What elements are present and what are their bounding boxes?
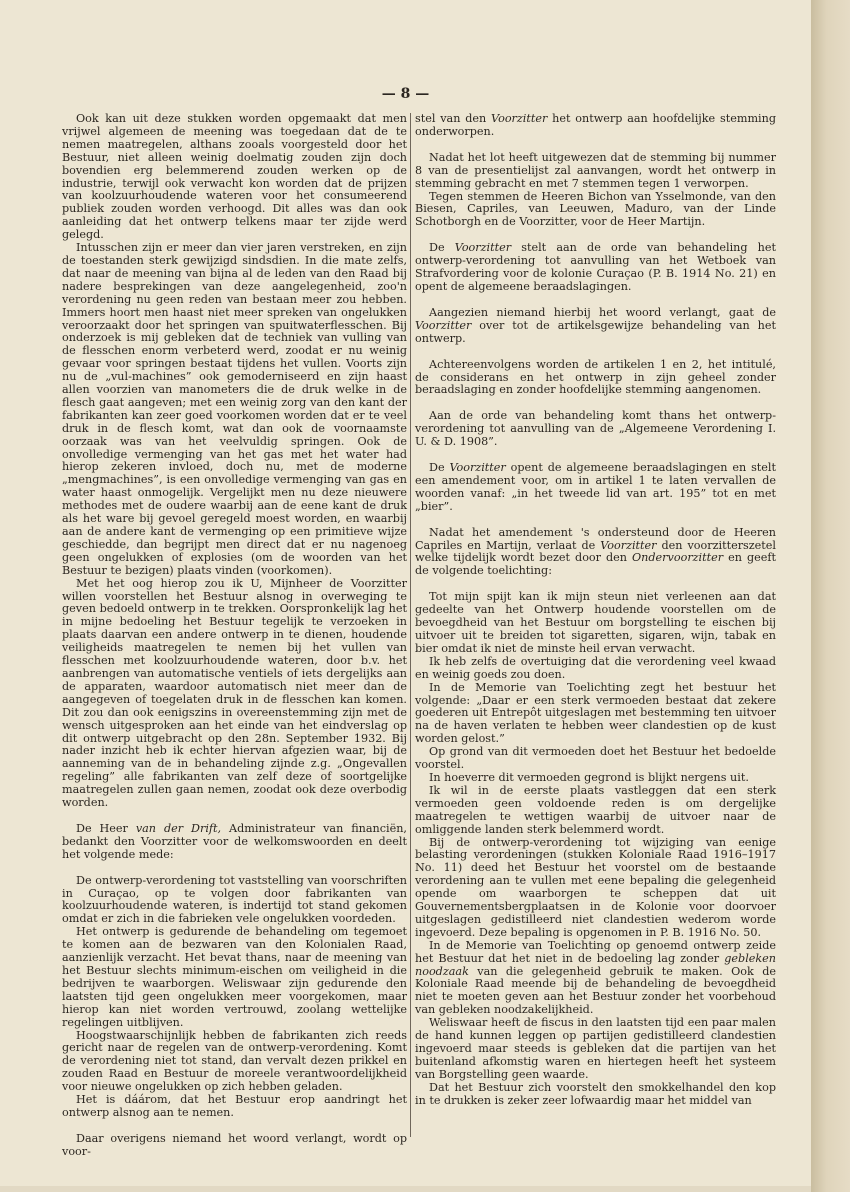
paragraph: In hoeverre dit vermoeden gegrond is blijkt nergens uit.	[429, 770, 749, 784]
paragraph: Daar overigens niemand het woord verlangt, wordt op voor-	[62, 1131, 407, 1158]
text: De Heer	[76, 821, 136, 835]
text: het ontwerp aan hoofdelijke stemming onderworpen.	[415, 112, 776, 138]
emphasis: gebleken noodzaak	[415, 951, 776, 978]
paragraph: Intusschen zijn er meer dan vier jaren verstreken, en zijn de toestanden sterk gewijzigd sindsdien. In die mate zelfs, dat naar de meening van bijna al de leden van den Raad bij nadere besprekingen van deze aangelegenheid, zoo'n verordening nu geen reden van bestaan meer zou hebben. Immers hoort men haast niet meer spreken van ongelukken veroorzaakt door het springen van spuitwaterflesschen. Bij onderzoek is mij gebleken dat de techniek van vulling van de flesschen enorm verbeterd werd, zoodat er nu weinig gevaar voor springen bestaat tijdens het vullen. Voorts zijn nu de „vul-machines” ook gemoderniseerd en zijn haast allen voorzien van manometers die de druk welke in de flesch gaat aangeven; met een weinig zorg van den kant der fabrikanten kan zeer goed voorkomen worden dat er te veel druk in de flesch komt, wat dan ook de voornaamste oorzaak was van het veelvuldig springen. Ook de onvolledige vermenging van het gas met het water had hierop zekeren invloed, doch nu, met de moderne „mengmachines”, is een onvolledige vermenging van gas en water haast onmogelijk. Vergelijkt men nu deze nieuwere methodes met de oudere waarbij aan de eene kant de druk als het ware bij gevoel geregeld moest worden, en waarbij aan de andere kant de vermenging op een primitieve wijze geschiedde, dan begrijpt men direct dat er nu nagenoeg geen ongelukken of explosies (om de woorden van het Bestuur te bezigen) plaats vinden (voorkomen).	[62, 241, 407, 577]
speaker-name: Voorzitter	[491, 112, 548, 125]
text: stel van den	[415, 112, 492, 125]
paragraph: Aan de orde van behandeling komt thans het ontwerp-verordening tot aanvulling van de „Algemeene Verordening I. U. & D. 1908”.	[415, 409, 776, 449]
paragraph: Weliswaar heeft de fiscus in den laatsten tijd een paar malen de hand kunnen leggen op partijen gedistilleerd clandestien ingevoerd maar steeds is gebleken dat die partijen van het buitenland afkomstig waren en hiertegen heeft het systeem van Borgstelling geen waarde.	[415, 1016, 776, 1081]
speaker-name: Voorzitter	[600, 538, 657, 552]
paragraph: In de Memorie van Toelichting zegt het bestuur het volgende: „Daar er een sterk vermoeden bestaat dat zekere goederen uit Entrepôt uitgeslagen met bestemming ten uitvoer na de haven verlaten te hebben weer clandestien op de kust worden gelost.”	[415, 680, 776, 746]
paragraph: Bij de ontwerp-verordening tot wijziging van eenige belasting verordeningen (stukken Koloniale Raad 1916–1917 No. 11) deed het Bestuur het voorstel om de bestaande verordening aan te vullen met eene bepaling die gelegenheid opende om waarborgen te scheppen dat uit Gouvernementsbergplaatsen in de Kolonie voor doorvoer uitgeslagen gedistilleerd niet clandestien wederom worde ingevoerd. Deze bepaling is opgenomen in P. B. 1916 No. 50.	[415, 835, 776, 939]
text: den voorzitterszetel welke tijdelijk wordt bezet door den	[415, 538, 776, 565]
page-number: — 8 —	[381, 86, 430, 102]
column-divider	[410, 113, 411, 1137]
paragraph	[415, 242, 776, 294]
text: Aangezien niemand hierbij het woord verlangt, gaat de	[429, 305, 776, 319]
text: Administrateur van financiën, bedankt den Voorzitter voor de welkomswoorden en deelt het volgende mede:	[62, 821, 407, 861]
text: De	[429, 461, 450, 475]
paragraph: Dat het Bestuur zich voorstelt den smokkelhandel den kop in te drukken is zeker zeer lofwaardig maar het middel van	[415, 1080, 776, 1107]
text: De	[429, 241, 455, 255]
paragraph: Met het oog hierop zou ik U, Mijnheer de Voorzitter willen voorstellen het Bestuur alsnog in overweging te geven bedoeld ontwerp in te trekken. Oorspronkelijk lag het in mijne bedoeling het Bestuur tegelijk te verzoeken in plaats daarvan een andere ontwerp in te dienen, houdende veiligheids maatregelen te nemen bij het vullen van flesschen met koolzuurhoudende wateren, door b.v. het aanbrengen van automatische ventiels of iets dergelijks aan de apparaten, waardoor automatisch niet meer dan de aangegeven of toegelaten druk in de flesschen kan komen. Dit zou dan ook eenigszins in overeenstemming zijn met de wensch uitgesproken aan het einde van het eindverslag op dit ontwerp uitgebracht op den 28n. September 1932. Bij nader inzicht heb ik echter hiervan afgezien waar, bij de aanneming van de in behandeling zijnde z.g. „Ongevallen regeling” alle fabrikanten van zelf deze of soortgelijke maatregelen zullen gaan nemen, zoodat ook deze overbodig worden.	[62, 576, 407, 810]
paragraph: Ook kan uit deze stukken worden opgemaakt dat men vrijwel algemeen de meening was toegedaan dat de te nemen maatregelen, althans zooals voorgesteld door het Bestuur, niet alleen weinig doelmatig zouden zijn doch bovendien erg belemmerend zouden werken op de industrie, terwijl ook verwacht kon worden dat de prijzen van koolzuurhoudende wateren voor het consumeerend publiek zouden worden verhoogd. Dit alles was dan ook aanleiding dat het ontwerp telkens maar ter zijde werd gelegd.	[62, 112, 407, 242]
paragraph: Het ontwerp is gedurende de behandeling om tegemoet te komen aan de bezwaren van den Kolonialen Raad, aanzienlijk verzacht. Het bevat thans, naar de meening van het Bestuur slechts minimum-eischen om veiligheid in die bedrijven te waarborgen. Weliswaar zijn gedurende den laatsten tijd geen ongelukken meer voorgekomen, maar hierop kan niet worden vertrouwd, zoolang wettelijke regelingen uitblijven.	[62, 925, 407, 1029]
paragraph: Nadat het lot heeft uitgewezen dat de stemming bij nummer 8 van de presentielijst zal aanvangen, wordt het ontwerp in stemming gebracht en met 7 stemmen tegen 1 verworpen.	[415, 150, 776, 190]
page-edge	[811, 0, 850, 1192]
paragraph	[415, 113, 776, 139]
text: Nadat het amendement 's ondersteund door de Heeren Capriles en Martijn, verlaat de	[415, 525, 776, 552]
paragraph: Tegen stemmen de Heeren Bichon van Ysselmonde, van den Biesen, Capriles, van Leeuwen, Maduro, van der Linde Schotborgh en de Voorzitter, voor de Heer Martijn.	[415, 189, 776, 229]
right-column	[415, 113, 776, 1108]
paragraph: De ontwerp-verordening tot vaststelling van voorschriften in Curaçao, op te volgen door fabrikanten van koolzuurhoudende wateren, is indertijd tot stand gekomen omdat er zich in die fabrieken vele ongelukken voordeden.	[62, 873, 407, 926]
text: over tot de artikelsgewijze behandeling van het ontwerp.	[415, 318, 776, 345]
left-column	[62, 113, 407, 1159]
speaker-name: van der Drift,	[135, 821, 222, 835]
paragraph	[415, 527, 776, 579]
paragraph: Tot mijn spijt kan ik mijn steun niet verleenen aan dat gedeelte van het Ontwerp houdende voorstellen om de bevoegdheid van het Bestuur om borgstelling te eischen bij uitvoer uit te breiden tot sigaretten, sigaren, wijn, tabak en bier omdat ik niet de minste heil ervan verwacht.	[415, 590, 776, 655]
speaker-name: Voorzitter	[449, 461, 506, 475]
speaker-name: Voorzitter	[415, 318, 472, 332]
text: en geeft de volgende toelichting:	[415, 551, 776, 578]
paragraph: Het is dáárom, dat het Bestuur erop aandringt het ontwerp alsnog aan te nemen.	[62, 1093, 407, 1119]
text: In de Memorie van Toelichting op genoemd ontwerp zeide het Bestuur dat het niet in de bedoeling lag zonder	[415, 938, 776, 965]
paragraph: Op grond van dit vermoeden doet het Bestuur het bedoelde voorstel.	[415, 745, 776, 772]
speaker-name: Voorzitter	[454, 241, 512, 255]
paragraph: Ik heb zelfs de overtuiging dat die verordening veel kwaad en weinig goeds zou doen.	[415, 654, 776, 681]
speaker-name: Ondervoorzitter	[632, 551, 724, 565]
paragraph	[62, 823, 407, 862]
paragraph: Hoogstwaarschijnlijk hebben de fabrikanten zich reeds gericht naar de regelen van de ontwerp-verordening. Komt de verordening niet tot stand, dan vervalt dezen prikkel en zouden Raad en Bestuur de moreele verantwoordelijkheid voor nieuwe ongelukken op zich hebben geladen.	[62, 1028, 407, 1094]
text: van die gelegenheid gebruik te maken. Ook de Koloniale Raad meende bij de behandeling de bevoegdheid niet te moeten geven aan het Bestuur zonder het voorbehoud van gebleken noodzakelijkheid.	[415, 964, 776, 1017]
paragraph: Achtereenvolgens worden de artikelen 1 en 2, het intitulé, de considerans en het ontwerp in zijn geheel zonder beraadslaging en zonder hoofdelijke stemming aangenomen.	[415, 357, 776, 397]
paragraph	[415, 307, 776, 346]
paragraph	[415, 940, 776, 1017]
paragraph: Ik wil in de eerste plaats vastleggen dat een sterk vermoeden geen voldoende reden is om dergelijke maatregelen te wettigen waarbij de uitvoer naar de omliggende landen sterk belemmerd wordt.	[415, 783, 776, 836]
paragraph	[415, 462, 776, 514]
text: opent de algemeene beraadslagingen en stelt een amendement voor, om in artikel 1 te laten vervallen de woorden vanaf: „in het tweede lid van art. 195” tot en met „bier”.	[415, 461, 776, 513]
text: stelt aan de orde van behandeling het ontwerp-verordening tot aanvulling van het Wetboek van Strafvordering voor de kolonie Curaçao (P. B. 1914 No. 21) en opent de algemeene beraadslagingen.	[415, 241, 777, 293]
